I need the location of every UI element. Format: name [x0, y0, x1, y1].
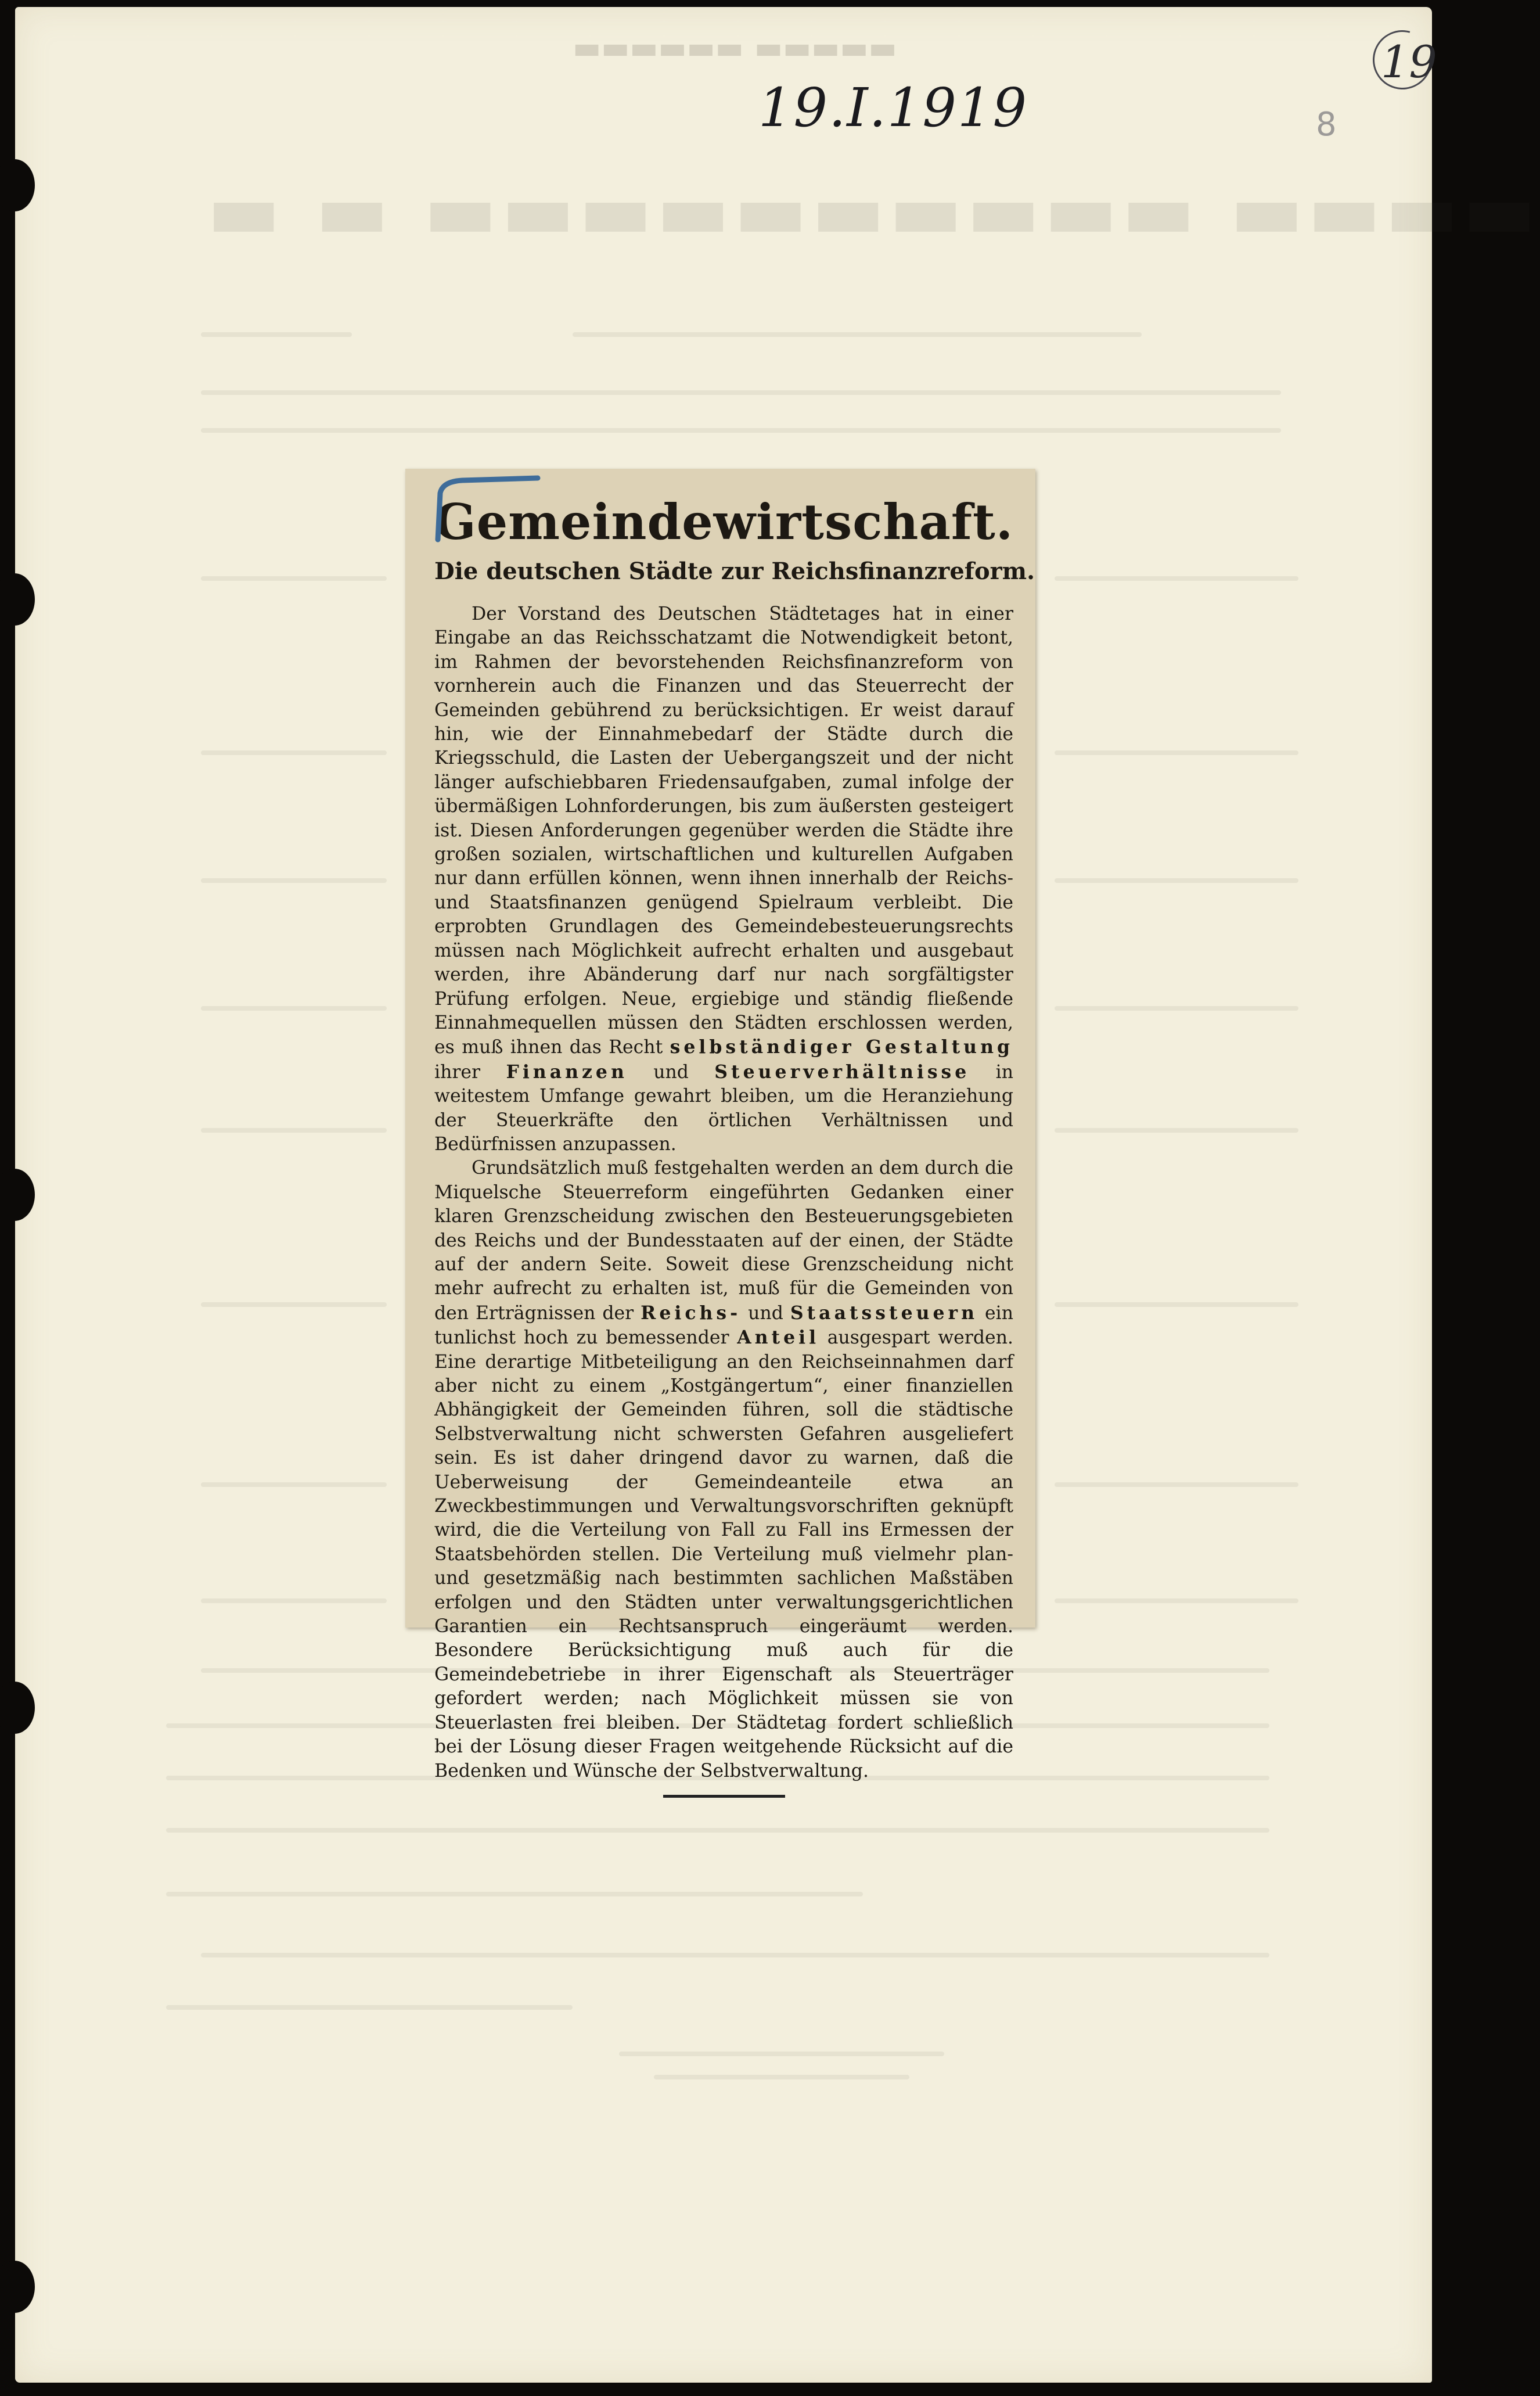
ghost-typed-line: [619, 2052, 944, 2056]
ghost-typed-line: [654, 2075, 909, 2079]
archive-sheet: [15, 7, 1540, 2383]
handwritten-date: 19.I.1919: [758, 77, 1028, 139]
ghost-typed-line: [201, 1598, 387, 1603]
clipping-headline: Gemeindewirtschaft.: [434, 493, 1014, 551]
ghost-newspaper-title: ▬▬▬▬▬▬ ▬▬▬▬▬: [573, 30, 897, 66]
pencil-page-number: 8: [1316, 106, 1337, 143]
punch-hole: [0, 2261, 35, 2313]
ghost-typed-line: [1055, 576, 1298, 581]
article-paragraph: Grundsätzlich muß festgehalten werden an dem durch die Miquelsche Steuerreform eingeführten Gedanken einer klaren Grenzscheidung zwischen den Besteuerungsgebieten des Reichs und der Bundesstaaten auf der einen, der Städte auf der andern Seite. Soweit diese Grenzscheidung nicht mehr aufrecht zu erhalten ist, muß für die Gemeinden von den Erträgnissen der Reichs- und Staatssteuern ein tunlichst hoch zu bemessender Anteil ausgespart werden. Eine derartige Mitbeteiligung an den Reichseinnahmen darf aber nicht zu einem „Kostgängertum“, einer finanziellen Abhängigkeit der Gemeinden führen, soll die städtische Selbstverwaltung nicht schwersten Gefahren ausgeliefert sein. Es ist daher dringend davor zu warnen, daß die Ueberweisung der Gemeindeanteile etwa an Zweckbestimmungen und Verwaltungsvorschriften geknüpft wird, die die Verteilung von Fall zu Fall ins Ermessen der Staatsbehörden stellen. Die Verteilung muß vielmehr plan- und gesetzmäßig nach bestimmten sachlichen Maßstäben erfolgen und den Städten unter verwaltungsgerichtlichen Garantien ein Rechtsanspruch eingeräumt werden. Besondere Berücksichtigung muß auch für die Gemeindebetriebe in ihrer Eigenschaft als Steuerträger gefordert werden; nach Möglichkeit müssen sie von Steuerlasten frei bleiben. Der Städtetag fordert schließlich bei der Lösung dieser Fragen weitgehende Rücksicht auf die Bedenken und Wünsche der Selbstverwaltung.: [434, 1158, 1014, 1781]
article-paragraph: Der Vorstand des Deutschen Städtetages hat in einer Eingabe an das Reichsschatzamt die Notwendigkeit betont, im Rahmen der bevorstehenden Reichsfinanzreform von vornherein auch die Finanzen und das Steuerrecht der Gemeinden gebührend zu berücksichtigen. Er weist darauf hin, wie der Einnahmebedarf der Städte durch die Kriegsschuld, die Lasten der Uebergangszeit und der nicht länger aufschiebbaren Friedensaufgaben, zumal infolge der übermäßigen Lohnforderungen, bis zum äußersten gesteigert ist. Diesen Anforderungen gegenüber werden die Städte ihre großen sozialen, wirtschaftlichen und kulturellen Aufgaben nur dann erfüllen können, wenn ihnen innerhalb der Reichs- und Staatsfinanzen genügend Spielraum verbleibt. Die erprobten Grundlagen des Gemeindebesteuerungsrechts müssen nach Möglichkeit aufrecht erhalten und ausgebaut werden, ihre Abänderung darf nur nach sorgfältigster Prüfung erfolgen. Neue, ergiebige und ständig fließende Einnahmequellen müssen den Städten erschlossen werden, es muß ihnen das Recht selbständiger Gestaltung ihrer Finanzen und Steuerverhältnisse in weitestem Umfange gewahrt bleiben, um die Heranziehung der Steuerkräfte den örtlichen Verhältnissen und Bedürfnissen anzupassen.: [434, 604, 1014, 1155]
ghost-typed-line: [1055, 1302, 1298, 1307]
ghost-typed-line: [201, 576, 387, 581]
ghost-typed-line: [1055, 750, 1298, 755]
ghost-typed-line: [201, 1006, 387, 1011]
punch-hole: [0, 1169, 35, 1221]
ghost-typed-line: [201, 1482, 387, 1487]
ghost-typed-line: [1055, 878, 1298, 883]
ghost-typed-line: [201, 428, 1281, 433]
clipping-subheadline: Die deutschen Städte zur Reichsfinanzreform.: [434, 558, 1035, 585]
ghost-typed-line: [1055, 1598, 1298, 1603]
handwritten-folio-number: 19: [1381, 36, 1437, 88]
article-body: [434, 602, 1013, 1783]
ghost-typed-line: [1055, 1128, 1298, 1133]
ghost-typed-line: [201, 1953, 1269, 1957]
newspaper-clipping: [405, 469, 1035, 1781]
ghost-typed-line: [166, 1892, 863, 1896]
ghost-typed-line: [201, 332, 352, 337]
ghost-typed-line: [1055, 1482, 1298, 1487]
ghost-typed-line: [1055, 1006, 1298, 1011]
blue-pencil-mark: [427, 476, 544, 545]
ghost-typed-line: [201, 1302, 387, 1307]
ghost-typed-line: [201, 878, 387, 883]
punch-hole: [0, 573, 35, 626]
ghost-letterhead: ▬ ▬ ▬▬▬▬▬▬▬▬▬▬ ▬▬▬▬: [207, 164, 1540, 256]
punch-hole: [0, 1682, 35, 1734]
punch-hole: [0, 159, 35, 211]
ghost-typed-line: [166, 2005, 573, 2010]
ghost-typed-line: [166, 1828, 1269, 1833]
ghost-typed-line: [573, 332, 1142, 337]
ghost-typed-line: [201, 1128, 387, 1133]
ghost-typed-line: [201, 750, 387, 755]
article-end-rule: [663, 1795, 785, 1798]
ghost-typed-line: [201, 390, 1281, 395]
